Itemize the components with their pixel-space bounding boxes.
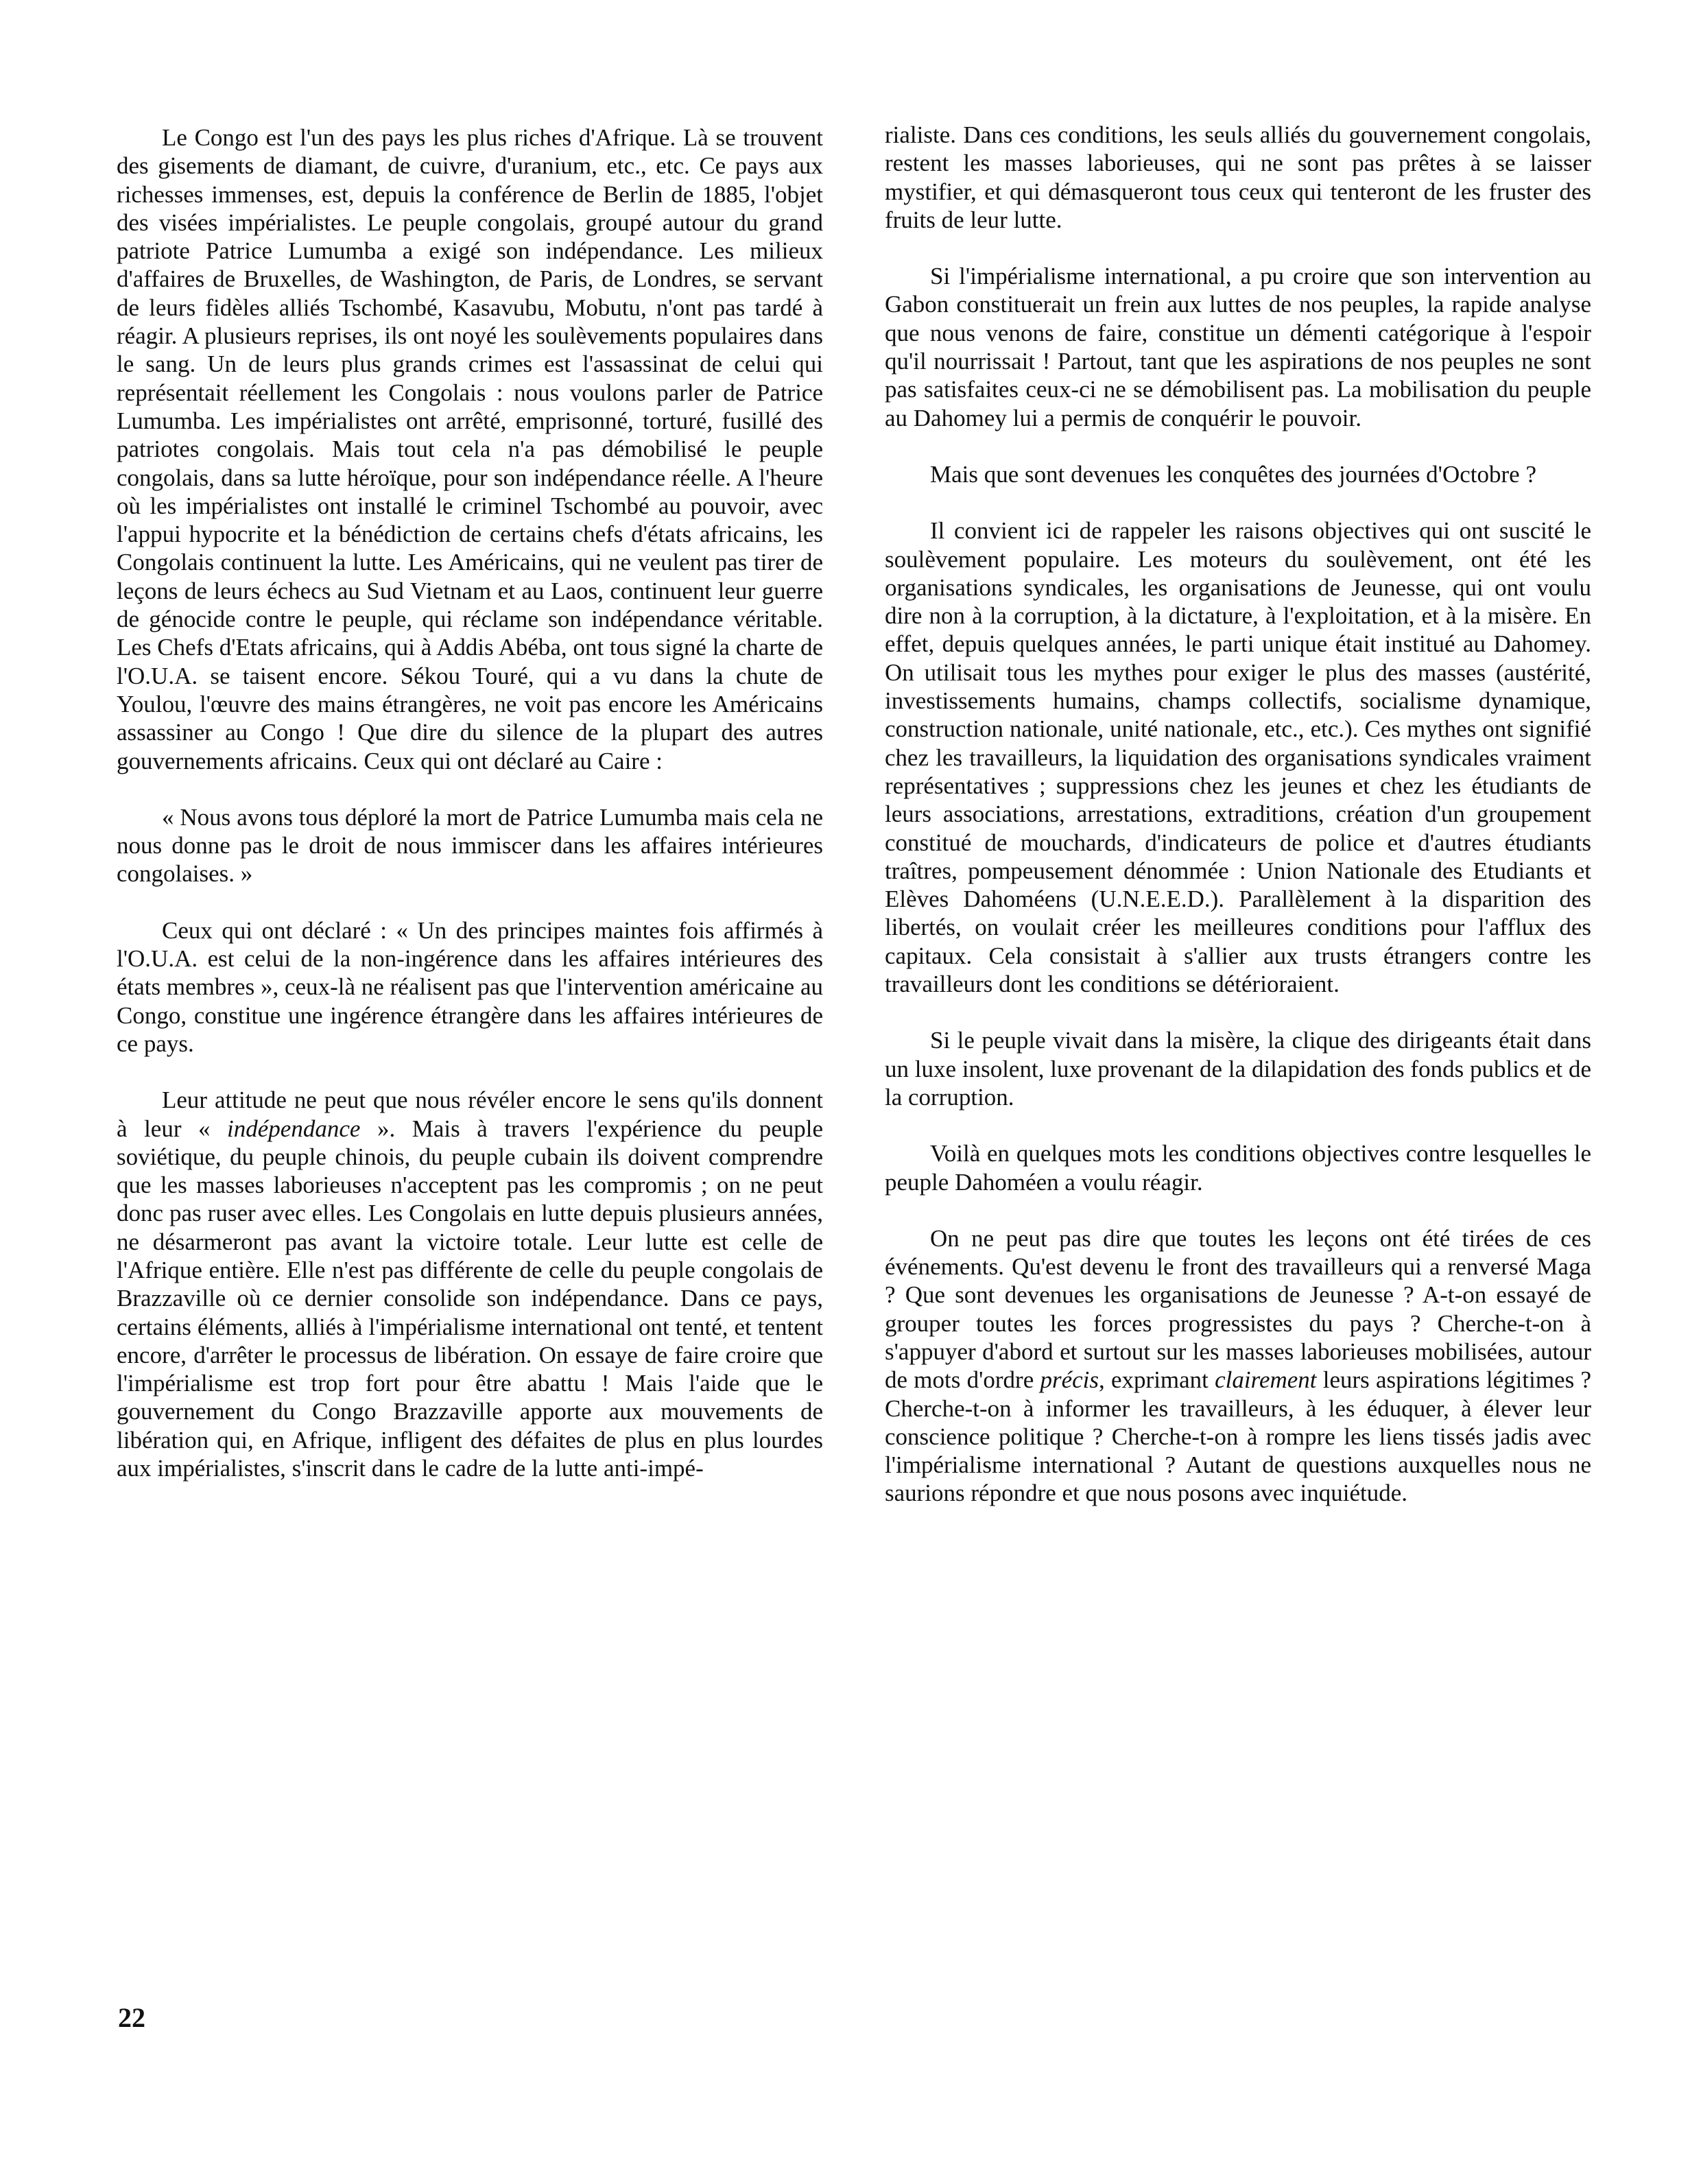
paragraph-congo-riches: Le Congo est l'un des pays les plus riches d'Afrique. Là se trouvent des gisements de diamant, de cuivre, d'uranium, etc., etc. Ce pays aux richesses immenses, est, depuis la conférence de Berlin de 1885, l'objet des visées impérialistes. Le peuple congolais, groupé autour du grand patriote Patrice Lumumba a exigé son indépendance. Les milieux d'affaires de Bruxelles, de Washington, de Paris, de Londres, se servant de leurs fidèles alliés Tschombé, Kasavubu, Mobutu, n'ont pas tardé à réagir. A plusieurs reprises, ils ont noyé les soulèvements populaires dans le sang. Un de leurs plus grands crimes est l'assassinat de celui qui représentait réellement les Congolais : nous voulons parler de Patrice Lumumba. Les impérialistes ont arrêté, emprisonné, torturé, fusillé des patriotes congolais. Mais tout cela n'a pas démobilisé le peuple congolais, dans sa lutte héroïque, pour son indépendance réelle. A l'heure où les impérialistes ont installé le criminel Tschombé au pouvoir, avec l'appui hypocrite et la bénédiction de certains chefs d'états africains, les Congolais continuent la lutte. Les Américains, qui ne veulent pas tirer de leçons de leurs échecs au Sud Vietnam et au Laos, continuent leur guerre de génocide contre le peuple, qui réclame son indépendance véritable. Les Chefs d'Etats africains, qui à Addis Abéba, ont tous signé la charte de l'O.U.A. se taisent encore. Sékou Touré, qui a vu dans la chute de Youlou, l'œuvre des mains étrangères, ne voit pas encore les Américains assassiner au Congo ! Que dire du silence de la plupart des autres gouvernements africains. Ceux qui ont déclaré au Caire : <box>117 124 823 774</box>
left-column <box>117 123 823 1510</box>
text-span: On ne peut pas dire que toutes les leçons ont été tirées de ces événements. Qu'est devenu le front des travailleurs qui a renversé Maga ? Que sont devenues les organisations de Jeunesse ? A-t-on essayé de grouper toutes les forces progressistes du pays ? Cherche-t-on à s'appuyer d'abord et surtout sur les masses laborieuses mobilisées, autour de mots d'ordre <box>885 1224 1591 1394</box>
text-span: ». Mais à travers l'expérience du peuple soviétique, du peuple chinois, du peuple cubain ils doivent comprendre que les masses laborieuses n'acceptent pas les compromis ; on ne peut donc pas ruser avec elles. Les Congolais en lutte depuis plusieurs années, ne désarmeront pas avant la victoire totale. Leur lutte est celle de l'Afrique entière. Elle n'est pas différente de celle du peuple congolais de Brazzaville où ce dernier consolide son indépendance. Dans ce pays, certains éléments, alliés à l'impérialisme international ont tenté, et tentent encore, d'arrêter le processus de libération. On essaye de faire croire que l'impérialisme est trop fort pour être abattu ! Mais l'aide que le gouvernement du Congo Brazzaville apporte aux mouvements de libération qui, en Afrique, infligent des défaites de plus en plus lourdes aux impérialistes, s'inscrit dans le cadre de la lutte anti-impé- <box>117 1115 824 1482</box>
text-span: leurs aspirations légitimes ? Cherche-t-on à informer les travailleurs, à les éduquer, à élever leur conscience politique ? Cherche-t-on à rompre les liens tissés jadis avec l'impérialisme international ? Autant de questions auxquelles nous ne saurions répondre et que nous posons avec inquiétude. <box>885 1366 1591 1507</box>
paragraph-quote-caire: « Nous avons tous déploré la mort de Patrice Lumumba mais cela ne nous donne pas le droit de nous immiscer dans les affaires intérieures congolaises. » <box>117 803 823 888</box>
paragraph-octobre: Mais que sont devenues les conquêtes des journées d'Octobre ? <box>930 460 1536 488</box>
paragraph-lecons <box>885 1224 1591 1508</box>
text-span: Leur attitude ne peut que nous révéler encore le sens qu'ils donnent à leur « <box>117 1087 823 1142</box>
page-number: 22 <box>118 2002 145 2033</box>
paragraph-gabon: Si l'impérialisme international, a pu croire que son intervention au Gabon constituerait un frein aux luttes de nos peuples, la rapide analyse que nous venons de faire, constitue un démenti catégorique à l'espoir qu'il nourrissait ! Partout, tant que les aspirations de nos peuples ne sont pas satisfaites ceux-ci ne se démobilisent pas. La mobilisation du peuple au Dahomey lui a permis de conquérir le pouvoir. <box>885 263 1591 431</box>
paragraph-voila: Voilà en quelques mots les conditions objectives contre lesquelles le peuple Dahoméen a voulu réagir. <box>885 1140 1591 1196</box>
right-column <box>885 121 1591 1536</box>
text-span: , exprimant <box>1099 1366 1215 1394</box>
paragraph-misere: Si le peuple vivait dans la misère, la clique des dirigeants était dans un luxe insolent, luxe provenant de la dilapidation des fonds publics et de la corruption. <box>885 1027 1591 1111</box>
paragraph-rialiste-continuation: rialiste. Dans ces conditions, les seuls alliés du gouvernement congolais, restent les masses laborieuses, qui ne sont pas prêtes à se laisser mystifier, et qui démasqueront tous ceux qui tenteront de les fruster des fruits de leur lutte. <box>885 121 1591 233</box>
paragraph-leur-attitude <box>117 1086 823 1482</box>
emphasis-clairement: clairement <box>1215 1366 1317 1394</box>
emphasis-precis: précis <box>1040 1366 1099 1394</box>
emphasis-independance: indépendance <box>227 1115 361 1142</box>
paragraph-oua-non-ingerence: Ceux qui ont déclaré : « Un des principes maintes fois affirmés à l'O.U.A. est celui de la non-ingérence dans les affaires intérieures des états membres », ceux-là ne réalisent pas que l'intervention américaine au Congo, constitue une ingérence étrangère dans les affaires intérieures de ce pays. <box>117 916 823 1057</box>
paragraph-raisons-objectives: Il convient ici de rappeler les raisons objectives qui ont suscité le soulèvement populaire. Les moteurs du soulèvement, ont été les organisations syndicales, les organisations de Jeunesse, qui ont voulu dire non à la corruption, à la dictature, à l'exploitation, et à la misère. En effet, depuis quelques années, le parti unique était institué au Dahomey. On utilisait tous les mythes pour exiger le plus des masses (austérité, investissements humains, champs collectifs, socialisme dynamique, construction nationale, unité nationale, etc., etc.). Ces mythes ont signifié chez les travailleurs, la liquidation des organisations syndicales vraiment représentatives ; suppressions chez les jeunes et chez les étudiants de leurs associations, arrestations, extraditions, création d'un groupement constitué de mouchards, d'indicateurs de police et d'autres étudiants traîtres, pompeusement dénommée : Union Nationale des Etudiants et Elèves Dahoméens (U.N.E.E.D.). Parallèlement à la disparition des libertés, on voulait créer les meilleures conditions pour l'afflux des capitaux. Cela consistait à s'allier aux trusts étrangers contre les travailleurs dont les conditions se détérioraient. <box>885 517 1591 998</box>
